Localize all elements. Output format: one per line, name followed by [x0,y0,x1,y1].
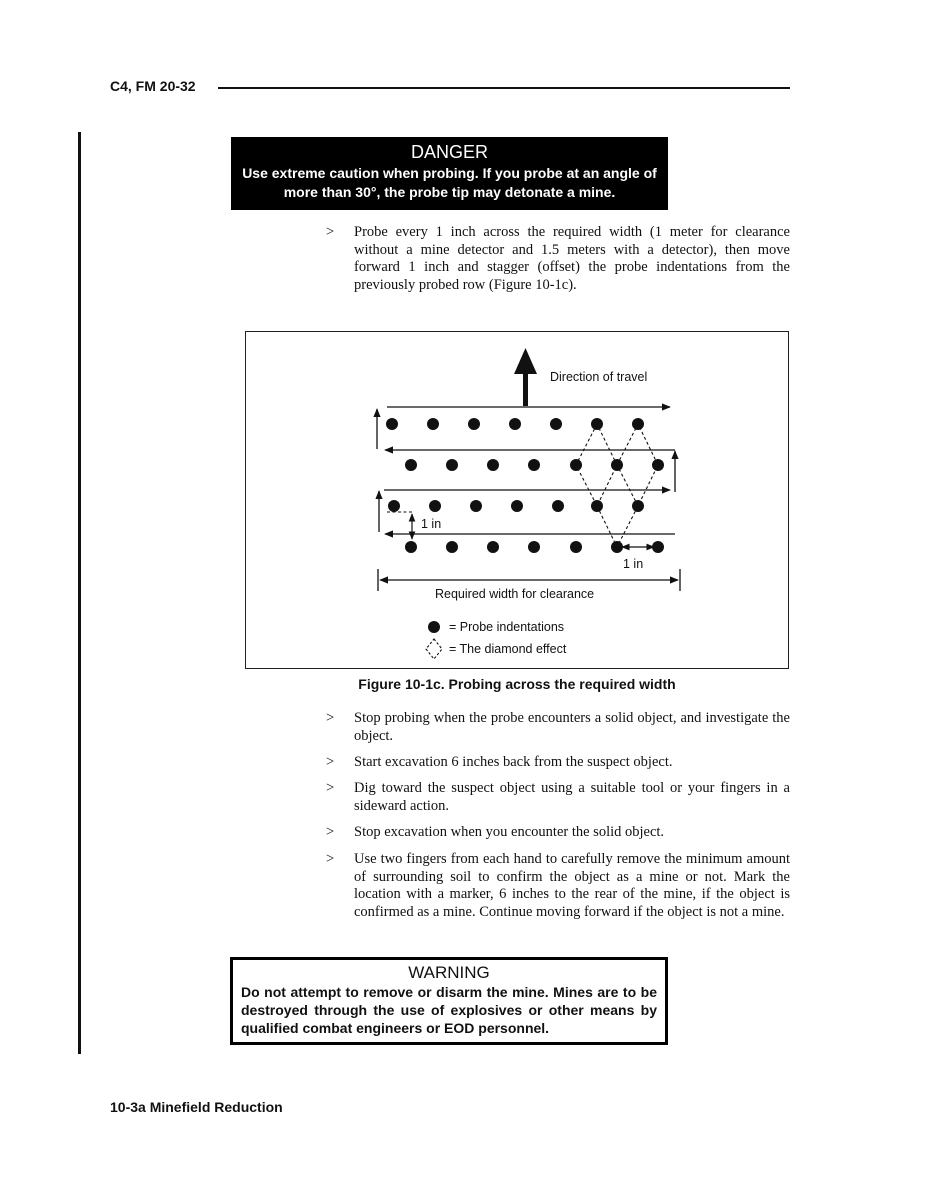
probe-dots [386,418,664,553]
probe-dot [405,541,417,553]
diamond-icon [426,639,442,659]
probe-dot [570,541,582,553]
list-item [326,851,790,921]
bullet-text: Stop probing when the probe encounters a solid object, and investigate the object. [354,710,790,744]
probe-dot [487,459,499,471]
legend-probe-label: = Probe indentations [449,620,565,634]
probing-diagram [246,332,790,670]
probe-dot-icon [428,621,440,633]
bullet-text: Dig toward the suspect object using a suitable tool or your fingers in a sideward action. [354,780,790,814]
travel-lines [377,407,675,534]
figure-caption: Figure 10-1c. Probing across the required width [358,676,676,692]
bullet-mark: > [326,824,335,840]
warning-box [230,957,668,1045]
legend [426,620,567,659]
probe-dot [388,500,400,512]
probe-dot [429,500,441,512]
probe-dot [446,541,458,553]
probe-dot [468,418,480,430]
probe-dot [511,500,523,512]
probe-dot [528,541,540,553]
probe-dot [591,500,603,512]
publication-code: C4, FM 20-32 [110,78,196,94]
bullet-mark: > [326,224,335,240]
vertical-spacing-label: 1 in [421,517,442,531]
page-header [110,78,790,98]
list-item [326,824,790,842]
probe-dot [611,541,623,553]
probe-dot [550,418,562,430]
list-item [326,754,790,772]
danger-box [231,137,668,210]
width-label: Required width for clearance [435,587,595,601]
probe-dot [427,418,439,430]
bullet-text: Stop excavation when you encounter the solid object. [354,824,665,840]
probe-dot [509,418,521,430]
direction-arrow-icon [514,348,537,406]
probe-dot [446,459,458,471]
figure-probing-diagram [245,331,789,669]
probe-dot [591,418,603,430]
probe-dot [386,418,398,430]
danger-title: DANGER [410,142,488,162]
list-item [326,224,790,294]
direction-label: Direction of travel [550,370,648,384]
probe-dot [632,500,644,512]
horizontal-spacing-label: 1 in [623,557,644,571]
bullet-mark: > [326,780,335,796]
probe-dot [405,459,417,471]
probe-dot [570,459,582,471]
bullet-mark: > [326,851,335,867]
legend-diamond-label: = The diamond effect [449,642,567,656]
bullet-text: Start excavation 6 inches back from the suspect object. [354,754,673,770]
probe-dot [470,500,482,512]
probe-dot [652,459,664,471]
list-item [326,710,790,745]
probe-dot [611,459,623,471]
warning-body: Do not attempt to remove or disarm the mine. Mines are to be destroyed through the use of explosives or other means by qualified combat engineers or EOD personnel. [241,984,657,1036]
change-bar [78,132,81,1054]
warning-title: WARNING [408,963,490,982]
page-footer: 10-3a Minefield Reduction [110,1099,283,1115]
probe-dot [552,500,564,512]
bullet-text: Use two fingers from each hand to carefully remove the minimum amount of surrounding soil to confirm the object as a mine or not. Mark the location with a marker, 6 inches to the rear of the mine, if the object is confirmed as a mine. Continue moving forward if the object is not a mine. [354,851,790,920]
probe-dot [528,459,540,471]
probe-dot [487,541,499,553]
danger-body: Use extreme caution when probing. If you probe at an angle of more than 30°, the probe tip may detonate a mine. [242,165,657,200]
bullet-mark: > [326,710,335,726]
header-rule [218,87,790,89]
list-item [326,780,790,815]
bullet-mark: > [326,754,335,770]
probe-dot [632,418,644,430]
bullet-text: Probe every 1 inch across the required width (1 meter for clearance without a mine detector and 1.5 meters with a detector), then move forward 1 inch and stagger (offset) the probe indentations from the previously probed row (Figure 10-1c). [354,224,790,293]
